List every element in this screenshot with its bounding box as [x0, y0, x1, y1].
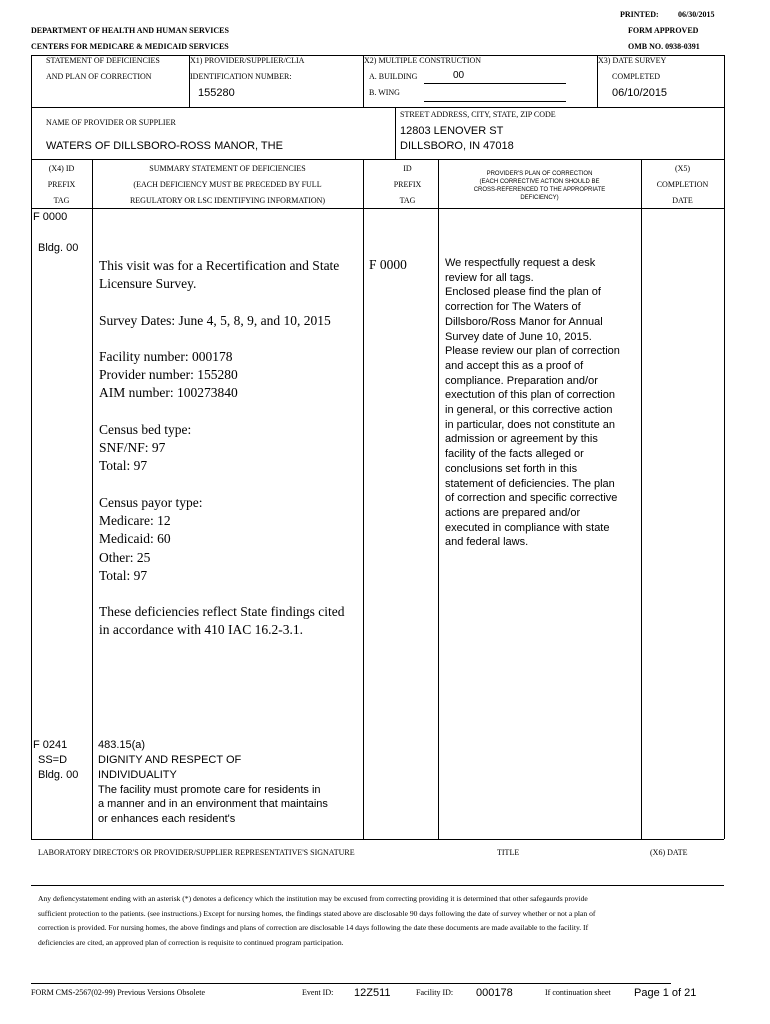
- x4-header-3: TAG: [53, 196, 70, 205]
- printed-date: 06/30/2015: [678, 10, 715, 19]
- address-label: STREET ADDRESS, CITY, STATE, ZIP CODE: [400, 110, 556, 119]
- x3-label: X3) DATE SURVEY: [598, 56, 667, 65]
- continuation-label: If continuation sheet: [545, 988, 611, 997]
- entry2-regulation: 483.15(a): [98, 739, 146, 751]
- statement-label-1: STATEMENT OF DEFICIENCIES: [46, 56, 160, 65]
- summary-header-1: SUMMARY STATEMENT OF DEFICIENCIES: [149, 164, 306, 173]
- omb-number: OMB NO. 0938-0391: [628, 42, 700, 51]
- x5-header-1: (X5): [674, 164, 691, 173]
- street-value: 12803 LENOVER ST: [400, 125, 504, 137]
- id-header-1: ID: [403, 164, 412, 173]
- entry1-tag: F 0000: [33, 211, 68, 223]
- x1-label-2: IDENTIFICATION NUMBER:: [190, 72, 292, 81]
- plan-header-3: CROSS-REFERENCED TO THE APPROPRIATE: [473, 187, 606, 193]
- building-value: 00: [453, 70, 465, 81]
- summary-para: Census payor type: Medicare: 12 Medicaid: 60 Other: 25 Total: 97: [99, 494, 203, 583]
- printed-label: PRINTED:: [620, 10, 659, 19]
- entry2-title-2: INDIVIDUALITY: [98, 769, 177, 781]
- provider-id-value: 155280: [198, 87, 235, 99]
- entry1-id-tag: F 0000: [369, 257, 407, 272]
- id-header-2: PREFIX: [393, 180, 422, 189]
- x1-label: X1) PROVIDER/SUPPLIER/CLIA: [190, 56, 305, 65]
- x6-date-label: (X6) DATE: [650, 848, 688, 857]
- event-id-value: 12Z511: [354, 987, 391, 999]
- statement-label-2: AND PLAN OF CORRECTION: [46, 72, 152, 81]
- plan-header-2: (EACH CORRECTIVE ACTION SHOULD BE: [479, 179, 600, 185]
- entry1-summary: [99, 257, 354, 658]
- plan-header-4: DEFICIENCY): [520, 195, 559, 201]
- entry1-bldg: Bldg. 00: [38, 242, 79, 254]
- entry2-title-1: DIGNITY AND RESPECT OF: [98, 754, 242, 766]
- x3-label-2: COMPLETED: [612, 72, 660, 81]
- facility-id-value: 000178: [476, 987, 513, 999]
- form-approved: FORM APPROVED: [628, 26, 699, 35]
- plan-header-1: PROVIDER'S PLAN OF CORRECTION: [486, 171, 593, 177]
- page-number: Page 1 of 21: [634, 987, 697, 999]
- wing-label: B. WING: [369, 88, 400, 97]
- disclaimer-footnote: Any defiencystatement ending with an asterisk (*) denotes a deficency which the institution may be excused from correcting providing it is determined that other safegaurds provide sufficient protection to the patients. (see instructions.) Except for nursing homes, the findings stated above are disclosable 90 days following the date of survey whether or not a plan of correction is provided. For nursing homes, the above findings and plans of correction are disclosable 14 days following the date these documents are made available to the facility. If deficiencies are cited, an approved plan of correction is requisite to continued program participation.: [38, 894, 596, 947]
- summary-header-2: (EACH DEFICIENCY MUST BE PRECEDED BY FULL: [133, 180, 322, 189]
- summary-para: These deficiencies reflect State findings cited in accordance with 410 IAC 16.2-3.1.: [99, 604, 345, 638]
- summary-para: Survey Dates: June 4, 5, 8, 9, and 10, 2015: [99, 312, 331, 328]
- provider-name-label: NAME OF PROVIDER OR SUPPLIER: [46, 118, 176, 127]
- x5-header-3: DATE: [672, 196, 693, 205]
- centers-title: CENTERS FOR MEDICARE & MEDICAID SERVICES: [31, 42, 229, 51]
- summary-header-3: REGULATORY OR LSC IDENTIFYING INFORMATION): [129, 196, 326, 205]
- survey-date-value: 06/10/2015: [612, 87, 668, 99]
- summary-para: This visit was for a Recertification and State Licensure Survey.: [99, 258, 340, 292]
- title-label: TITLE: [497, 848, 520, 857]
- event-id-label: Event ID:: [302, 988, 334, 997]
- facility-id-label: Facility ID:: [416, 988, 454, 997]
- x2-label: X2) MULTIPLE CONSTRUCTION: [364, 56, 482, 65]
- x5-header-2: COMPLETION: [656, 180, 709, 189]
- entry2-ss: SS=D: [38, 754, 68, 766]
- signature-label: LABORATORY DIRECTOR'S OR PROVIDER/SUPPLIER REPRESENTATIVE'S SIGNATURE: [38, 848, 355, 857]
- entry2-text: The facility must promote care for residents in a manner and in an environment that maintains or enhances each resident's: [98, 784, 328, 825]
- entry2-tag: F 0241: [33, 739, 68, 751]
- building-label: A. BUILDING: [369, 72, 418, 81]
- city-value: DILLSBORO, IN 47018: [400, 140, 514, 152]
- provider-name-value: WATERS OF DILLSBORO-ROSS MANOR, THE: [46, 140, 283, 152]
- summary-para: Facility number: 000178 Provider number: 155280 AIM number: 100273840: [99, 348, 238, 401]
- x4-header-2: PREFIX: [47, 180, 76, 189]
- department-title: DEPARTMENT OF HEALTH AND HUMAN SERVICES: [31, 26, 229, 35]
- form-number: FORM CMS-2567(02-99) Previous Versions Obsolete: [31, 988, 206, 997]
- entry2-bldg: Bldg. 00: [38, 769, 79, 781]
- summary-para: Census bed type: SNF/NF: 97 Total: 97: [99, 421, 192, 474]
- entry1-plan: We respectfully request a desk review for all tags. Enclosed please find the plan of correction for The Waters of Dillsboro/Ross Manor for Annual Survey date of June 10, 2015. Please review our plan of correction and accept this as a proof of compliance. Preparation and/or exectution of this plan of correction in general, or this corrective action in particular, does not constitute an admission or agreement by this facility of the facts alleged or conclusions set forth in this statement of deficiencies. The plan of correction and specific corrective actions are prepared and/or executed in compliance with state and federal laws.: [445, 257, 620, 549]
- id-header-3: TAG: [399, 196, 416, 205]
- x4-header-1: (X4) ID: [48, 164, 75, 173]
